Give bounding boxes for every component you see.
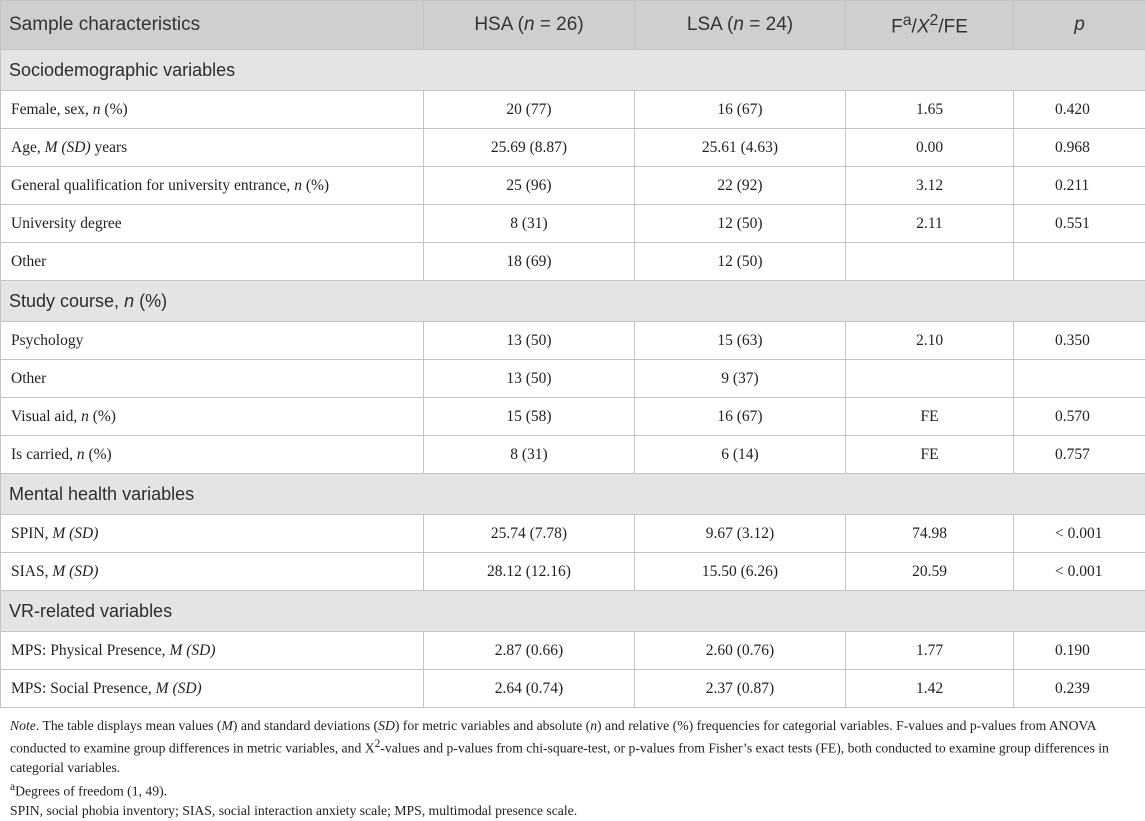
row-label-text: Female, sex, (11, 100, 93, 118)
cell-hsa: 25.74 (7.78) (424, 515, 635, 553)
cell-stat: FE (846, 398, 1014, 436)
section-study-n: n (124, 290, 135, 311)
cell-stat: 74.98 (846, 515, 1014, 553)
cell-p: 0.211 (1014, 167, 1145, 205)
cell-stat: 1.42 (846, 670, 1014, 708)
header-row (1, 1, 1145, 50)
section-vr-related: VR-related variables (1, 591, 1145, 632)
header-stat-sep: / (911, 16, 917, 38)
header-lsa-n: n (733, 14, 744, 35)
row-label-tail: (%) (88, 407, 116, 425)
cell-p: 0.239 (1014, 670, 1145, 708)
row-label (1, 398, 424, 436)
cell-stat (846, 243, 1014, 281)
cell-p: < 0.001 (1014, 515, 1145, 553)
row-label (1, 515, 424, 553)
cell-lsa: 2.60 (0.76) (635, 632, 846, 670)
cell-stat: FE (846, 436, 1014, 474)
section-study-rest: (%) (134, 290, 168, 311)
cell-p: < 0.001 (1014, 553, 1145, 591)
section-row-vr-related (1, 591, 1145, 632)
table-notes (10, 716, 1138, 820)
section-row-mental-health (1, 474, 1145, 515)
header-stat-f: F (891, 16, 903, 38)
cell-hsa: 13 (50) (424, 322, 635, 360)
note-sd: SD (378, 718, 395, 733)
row-label-text: MPS: Social Presence, (11, 679, 156, 697)
cell-stat: 20.59 (846, 553, 1014, 591)
section-study-label: Study course, (9, 290, 125, 311)
row-label-italic: n (92, 100, 101, 118)
cell-lsa: 6 (14) (635, 436, 846, 474)
row-label-text: Is carried, (11, 445, 77, 463)
footnote-degrees (10, 778, 1138, 801)
footnote-sup: a (10, 780, 16, 793)
cell-lsa: 15.50 (6.26) (635, 553, 846, 591)
row-label (1, 436, 424, 474)
table-row (1, 553, 1145, 591)
cell-hsa: 8 (31) (424, 205, 635, 243)
row-label-text: Age, (11, 138, 45, 156)
row-label-tail: (%) (84, 445, 112, 463)
cell-stat: 0.00 (846, 129, 1014, 167)
note-text-3: ) for metric variables and absolute ( (394, 718, 591, 733)
cell-lsa: 25.61 (4.63) (635, 129, 846, 167)
cell-p: 0.570 (1014, 398, 1145, 436)
row-label-tail: (%) (100, 100, 128, 118)
cell-lsa: 16 (67) (635, 398, 846, 436)
footnote-degrees-text: Degrees of freedom (1, 49). (15, 783, 168, 799)
header-stat-x: X (916, 16, 930, 38)
cell-p: 0.190 (1014, 632, 1145, 670)
header-stat-sq: 2 (929, 11, 939, 29)
section-row-sociodemographic (1, 50, 1145, 91)
note-sq: 2 (374, 738, 381, 751)
row-label-tail: years (90, 138, 128, 156)
row-label (1, 632, 424, 670)
table-row (1, 91, 1145, 129)
row-label-italic: n (76, 445, 85, 463)
abbreviations-note: SPIN, social phobia inventory; SIAS, social interaction anxiety scale; MPS, multimodal presence scale. (10, 802, 578, 818)
row-label-tail: (%) (301, 176, 330, 194)
header-lsa-count: = 24) (743, 14, 794, 35)
table-row (1, 360, 1145, 398)
row-label-italic: M (SD) (52, 524, 99, 542)
row-label-text: Visual aid, (11, 407, 82, 425)
note-text-4: ) and relative (%) frequencies for categorial variables. F-values and p-values from ANOVA conducted to examine group differences in metric variables, and X (10, 718, 1096, 756)
cell-hsa: 18 (69) (424, 243, 635, 281)
cell-hsa: 25.69 (8.87) (424, 129, 635, 167)
note-paragraph (10, 716, 1138, 778)
cell-p (1014, 243, 1145, 281)
section-mental-health: Mental health variables (1, 474, 1145, 515)
header-hsa-n: n (523, 14, 535, 35)
row-label-italic: M (SD) (155, 679, 202, 697)
cell-lsa: 15 (63) (635, 322, 846, 360)
cell-stat: 1.77 (846, 632, 1014, 670)
row-label: University degree (1, 205, 424, 243)
cell-p (1014, 360, 1145, 398)
row-label-text: General qualification for university entrance, (11, 176, 295, 194)
cell-hsa: 8 (31) (424, 436, 635, 474)
header-statistic (846, 1, 1014, 50)
header-hsa-text: HSA ( (474, 14, 524, 35)
row-label-italic: n (81, 407, 89, 425)
cell-lsa: 2.37 (0.87) (635, 670, 846, 708)
cell-stat (846, 360, 1014, 398)
header-stat-fe: /FE (938, 16, 968, 38)
cell-lsa: 9 (37) (635, 360, 846, 398)
header-lsa (635, 1, 846, 50)
row-label-text: SPIN, (11, 524, 53, 542)
cell-p: 0.968 (1014, 129, 1145, 167)
note-text-5: -values and p-values from chi-square-test, or p-values from Fisher’s exact tests (FE), both conducted to examine group differences in categorial variables. (10, 740, 1109, 776)
cell-p: 0.757 (1014, 436, 1145, 474)
cell-lsa: 9.67 (3.12) (635, 515, 846, 553)
cell-p: 0.420 (1014, 91, 1145, 129)
section-study-course (1, 281, 1145, 322)
row-label (1, 553, 424, 591)
table-row (1, 205, 1145, 243)
row-label-italic: M (SD) (44, 138, 91, 156)
cell-hsa: 20 (77) (424, 91, 635, 129)
note-n: n (590, 718, 598, 733)
header-p-text: p (1074, 14, 1085, 35)
cell-hsa: 15 (58) (424, 398, 635, 436)
cell-lsa: 16 (67) (635, 91, 846, 129)
cell-hsa: 13 (50) (424, 360, 635, 398)
table-row (1, 243, 1145, 281)
row-label-text: MPS: Physical Presence, (11, 641, 170, 659)
header-p (1014, 1, 1145, 50)
cell-lsa: 12 (50) (635, 243, 846, 281)
row-label-italic: M (SD) (169, 641, 216, 659)
table-row (1, 322, 1145, 360)
cell-stat: 3.12 (846, 167, 1014, 205)
row-label-italic: M (SD) (52, 562, 99, 580)
table-row (1, 167, 1145, 205)
header-hsa (424, 1, 635, 50)
row-label: Other (1, 360, 424, 398)
header-stat-sup: a (902, 11, 912, 29)
row-label (1, 91, 424, 129)
cell-stat: 2.10 (846, 322, 1014, 360)
cell-hsa: 28.12 (12.16) (424, 553, 635, 591)
cell-stat: 1.65 (846, 91, 1014, 129)
section-sociodemographic: Sociodemographic variables (1, 50, 1145, 91)
cell-hsa: 25 (96) (424, 167, 635, 205)
table-row (1, 398, 1145, 436)
row-label-italic: n (294, 176, 302, 194)
cell-p: 0.350 (1014, 322, 1145, 360)
table-row (1, 632, 1145, 670)
section-row-study-course (1, 281, 1145, 322)
header-sample-characteristics: Sample characteristics (1, 1, 424, 50)
header-lsa-text: LSA ( (686, 14, 734, 35)
table-row (1, 515, 1145, 553)
header-hsa-count: = 26) (534, 14, 584, 35)
row-label (1, 129, 424, 167)
note-text-1: . The table displays mean values ( (35, 718, 222, 733)
cell-stat: 2.11 (846, 205, 1014, 243)
row-label: Other (1, 243, 424, 281)
table-row (1, 129, 1145, 167)
note-text-2: ) and standard deviations ( (232, 718, 379, 733)
row-label: Psychology (1, 322, 424, 360)
row-label (1, 167, 424, 205)
cell-hsa: 2.64 (0.74) (424, 670, 635, 708)
cell-hsa: 2.87 (0.66) (424, 632, 635, 670)
cell-p: 0.551 (1014, 205, 1145, 243)
table-row (1, 436, 1145, 474)
note-m: M (221, 718, 233, 733)
cell-lsa: 22 (92) (635, 167, 846, 205)
note-label: Note (10, 718, 36, 733)
cell-lsa: 12 (50) (635, 205, 846, 243)
row-label-text: SIAS, (11, 562, 53, 580)
table-row (1, 670, 1145, 708)
row-label (1, 670, 424, 708)
